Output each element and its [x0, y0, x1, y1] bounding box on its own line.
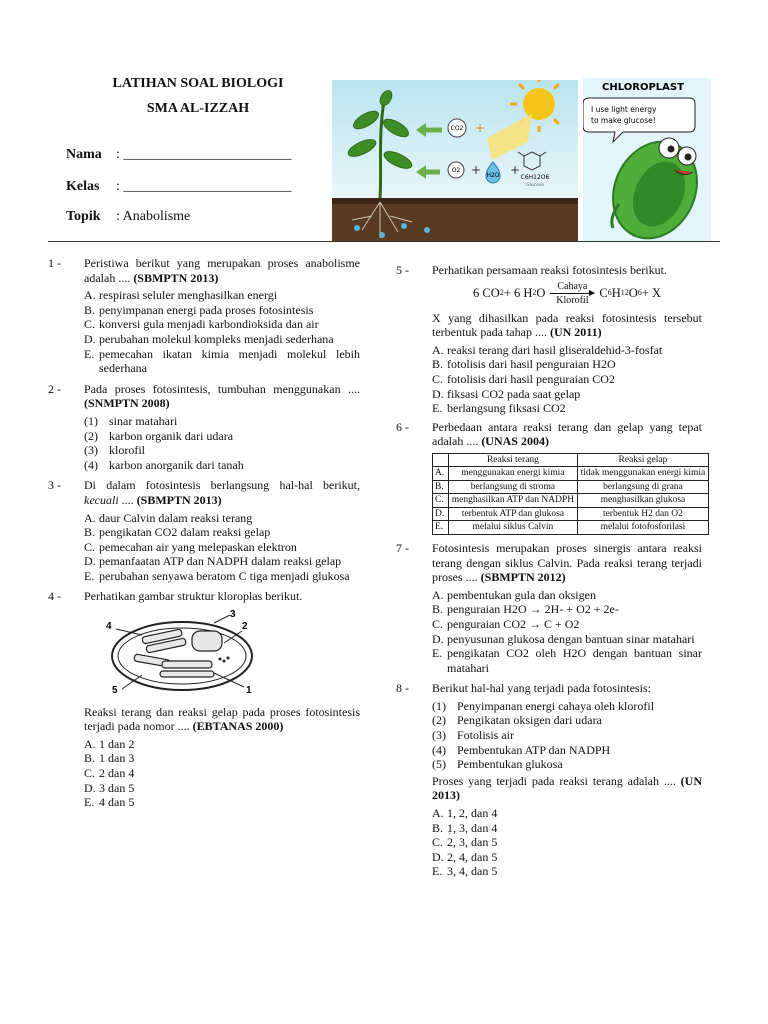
- option-text: 1 dan 3: [99, 751, 135, 766]
- option-text: 2, 4, dan 5: [447, 849, 498, 864]
- option-text: 3 dan 5: [99, 780, 135, 795]
- answer-option: [84, 525, 360, 540]
- table-row: E. melalui siklus Calvin melalui fotofosforilasi: [433, 521, 709, 535]
- option-text: 4 dan 5: [99, 795, 135, 810]
- option-text: 1, 3, dan 4: [447, 820, 498, 835]
- option-letter: E.: [432, 401, 443, 416]
- option-letter: (4): [432, 742, 446, 757]
- option-text: Pembentukan glukosa: [457, 757, 563, 772]
- option-letter: D.: [432, 849, 444, 864]
- photosynthesis-equation: 6 CO 2 + 6 H 2 O Cahaya Klorofil C 6 H 12 O 6 + X: [473, 280, 661, 306]
- question-7: 7 - Fotosintesis merupakan proses sinergis antara reaksi terang dengan siklus Calvin. Pada reaksi terang terjadi proses .... (SBMPTN 2012) A. pembentukan gula dan oksigen B. penguraian H2O → 2H- + O2 + 2e- C. penguraian CO2 → C + O2 D. penyusunan glukosa dengan bantuan sinar matahari E. pengikatan CO2 oleh H2O dengan bantuan sinar matahari: [396, 540, 702, 675]
- option-text: perubahan molekul kompleks menjadi sederhana: [99, 331, 334, 346]
- list-item: [432, 699, 702, 714]
- option-text: 2 dan 4: [99, 766, 135, 781]
- option-text: pemecahan ikatan kimia menjadi molekul lebih sederhana: [99, 346, 360, 376]
- option-letter: A.: [84, 736, 96, 751]
- option-text: pengikatan CO2 oleh H2O dengan bantuan sinar matahari: [447, 646, 702, 675]
- option-letter: A.: [432, 806, 444, 821]
- photosynthesis-illustration: [332, 80, 578, 241]
- option-letter: D.: [84, 780, 96, 795]
- answer-option: [84, 303, 360, 318]
- option-letter: (1): [84, 413, 98, 428]
- question-8: 8 - Berikut hal-hal yang terjadi pada fotosintesis: (1) Penyimpanan energi cahaya oleh klorofil (2) Pengikatan oksigen dari udara (3) Fotolisis air (4) Pembentukan ATP dan NADPH (5) Pembentukan glukosa Proses yang terjadi pada reaksi terang adalah .... (UN 2013) A. 1, 2, dan 4 B. 1, 3, dan 4 C. 2, 3, dan 5 D. 2, 4, dan 5 E. 3, 4, dan 5: [396, 681, 702, 879]
- option-letter: (2): [84, 428, 98, 443]
- option-letter: B.: [84, 302, 96, 317]
- question-2: 2 - Pada proses fotosintesis, tumbuhan menggunakan .... (SNMPTN 2008) (1) sinar matahari (2) karbon organik dari udara (3) klorofil (4) karbon anorganik dari tanah: [48, 381, 360, 472]
- option-letter: C.: [432, 371, 444, 386]
- option-letter: B.: [432, 602, 444, 617]
- topic-field: Topik : Anabolisme: [66, 209, 191, 224]
- option-text: fiksasi CO2 pada saat gelap: [447, 386, 581, 401]
- option-text: Fotolisis air: [457, 728, 515, 743]
- option-letter: (1): [432, 698, 446, 713]
- option-text: pembentukan gula dan oksigen: [447, 587, 596, 602]
- answer-option: [84, 540, 360, 555]
- option-text: sinar matahari: [109, 413, 178, 428]
- option-letter: A.: [84, 510, 96, 525]
- name-field: Nama : ________________________: [66, 147, 292, 162]
- table-row: D. terbentuk ATP dan glukosa terbentuk H2 dan O2: [433, 507, 709, 521]
- option-text: penyimpanan energi pada proses fotosintesis: [99, 302, 314, 317]
- option-letter: E.: [84, 346, 95, 361]
- class-field: Kelas : ________________________: [66, 179, 292, 194]
- answer-option: [84, 332, 360, 347]
- option-text: perubahan senyawa beratom C tiga menjadi glukosa: [99, 568, 350, 583]
- option-text: penyusunan glukosa dengan bantuan sinar matahari: [447, 631, 695, 646]
- svg-text:+: +: [471, 163, 482, 177]
- answer-option: [432, 850, 702, 865]
- option-text: pemanfaatan ATP dan NADPH dalam reaksi gelap: [99, 554, 342, 569]
- answer-option: [432, 646, 702, 675]
- option-letter: B.: [84, 751, 96, 766]
- question-6: 6 - Perbedaan antara reaksi terang dan gelap yang tepat adalah .... (UNAS 2004) Reaksi terang Reaksi gelap A. menggunakan energi kimia tidak menggunakan energi kimia B. berlangsung di stroma berlangsung di grana C. menghasilkan ATP dan NADPH menghasilkan glukosa D. terbentuk ATP dan glukosa terbentuk H2 dan O2 E. melalui siklus Calvin melalui fotofosforilasi: [396, 420, 702, 535]
- svg-text:3: 3: [230, 609, 236, 621]
- answer-option: [84, 347, 360, 376]
- option-letter: A.: [432, 342, 444, 357]
- answer-option: [432, 821, 702, 836]
- option-letter: (2): [432, 713, 446, 728]
- option-text: penguraian CO2 → C + O2: [447, 616, 580, 631]
- option-letter: B.: [432, 820, 444, 835]
- table-row: C. menghasilkan ATP dan NADPH menghasilkan glukosa: [433, 494, 709, 508]
- chloroplast-cartoon: [583, 78, 711, 241]
- answer-option: [432, 357, 702, 372]
- svg-text:O2: O2: [451, 167, 461, 174]
- answer-option: [432, 864, 702, 879]
- list-item: [84, 414, 360, 429]
- answer-option: [432, 632, 702, 647]
- svg-text:CO2: CO2: [450, 125, 464, 132]
- option-text: 1 dan 2: [99, 736, 135, 751]
- svg-text:5: 5: [112, 685, 118, 697]
- left-column: [48, 256, 360, 816]
- option-letter: A.: [84, 288, 96, 303]
- table-row: A. menggunakan energi kimia tidak menggunakan energi kimia: [433, 467, 709, 481]
- option-letter: (4): [84, 457, 98, 472]
- list-item: [432, 743, 702, 758]
- school-name: SMA AL-IZZAH: [146, 101, 250, 116]
- option-text: berlangsung fiksasi CO2: [447, 401, 566, 416]
- answer-option: [84, 751, 360, 766]
- option-text: 1, 2, dan 4: [447, 806, 498, 821]
- option-letter: C.: [432, 835, 444, 850]
- option-text: Penyimpanan energi cahaya oleh klorofil: [457, 698, 655, 713]
- table-header-row: Reaksi terang Reaksi gelap: [433, 453, 709, 467]
- svg-text:2: 2: [242, 621, 248, 633]
- question-4: 4 - Perhatikan gambar struktur kloroplas berikut. 4 2 3 1 5 Reaksi terang dan reaksi gelap pada proses fotosintesis terjadi pada nomor .... (EBTANAS 2000) A. 1 dan 2 B. 1 dan 3 C. 2 dan 4 D. 3 dan 5 E. 4 dan 5: [48, 589, 360, 810]
- answer-option: [432, 835, 702, 850]
- option-letter: D.: [432, 631, 444, 646]
- option-text: fotolisis dari hasil penguraian CO2: [447, 371, 615, 386]
- option-letter: D.: [84, 554, 96, 569]
- option-text: respirasi seluler menghasilkan energi: [99, 288, 278, 303]
- option-letter: E.: [432, 646, 443, 661]
- question-1: 1 - Peristiwa berikut yang merupakan proses anabolisme adalah .... (SBMPTN 2013) A. respirasi seluler menghasilkan energi B. penyimpanan energi pada proses fotosintesis C. konversi gula menjadi karbondioksida dan air D. perubahan molekul kompleks menjadi sederhana E. pemecahan ikatan kimia menjadi molekul lebih sederhana: [48, 256, 360, 376]
- option-text: reaksi terang dari hasil gliseraldehid-3-fosfat: [447, 342, 663, 357]
- option-text: konversi gula menjadi karbondioksida dan air: [99, 317, 319, 332]
- option-text: fotolisis dari hasil penguraian H2O: [447, 357, 616, 372]
- option-text: Pengikatan oksigen dari udara: [457, 713, 602, 728]
- answer-option: [84, 288, 360, 303]
- option-text: pemecahan air yang melepaskan elektron: [99, 539, 297, 554]
- answer-option: [84, 511, 360, 526]
- answer-option: [84, 781, 360, 796]
- option-text: karbon anorganik dari tanah: [109, 457, 244, 472]
- option-text: pengikatan CO2 dalam reaksi gelap: [99, 525, 271, 540]
- header-divider: [48, 241, 720, 242]
- svg-text:+: +: [510, 163, 521, 177]
- option-letter: B.: [84, 525, 96, 540]
- answer-option: [432, 343, 702, 358]
- option-letter: (5): [432, 757, 446, 772]
- option-letter: E.: [432, 864, 443, 879]
- answer-option: [432, 806, 702, 821]
- svg-text:1: 1: [246, 685, 252, 697]
- option-text: Pembentukan ATP dan NADPH: [457, 742, 611, 757]
- worksheet-title: LATIHAN SOAL BIOLOGI: [112, 76, 284, 91]
- answer-option: [84, 569, 360, 584]
- answer-option: [432, 401, 702, 416]
- list-item: [432, 757, 702, 772]
- answer-option: [84, 795, 360, 810]
- option-letter: E.: [84, 568, 95, 583]
- option-text: karbon organik dari udara: [109, 428, 234, 443]
- answer-option: [84, 317, 360, 332]
- option-letter: A.: [432, 587, 444, 602]
- option-letter: C.: [84, 539, 96, 554]
- answer-option: [432, 372, 702, 387]
- option-letter: C.: [84, 766, 96, 781]
- option-letter: C.: [432, 616, 444, 631]
- option-letter: D.: [84, 331, 96, 346]
- option-text: 2, 3, dan 5: [447, 835, 498, 850]
- list-item: [84, 458, 360, 473]
- list-item: [84, 429, 360, 444]
- right-column: [396, 263, 706, 885]
- option-letter: C.: [84, 317, 96, 332]
- option-letter: (3): [432, 728, 446, 743]
- option-letter: D.: [432, 386, 444, 401]
- svg-text:+: +: [475, 121, 486, 135]
- svg-text:Glucose: Glucose: [526, 183, 544, 188]
- comparison-table: [432, 453, 709, 535]
- chloroplast-structure-diagram: [102, 609, 272, 697]
- answer-option: [432, 387, 702, 402]
- table-row: B. berlangsung di stroma berlangsung di grana: [433, 480, 709, 494]
- list-item: [84, 443, 360, 458]
- option-text: penguraian H2O → 2H- + O2 + 2e-: [447, 602, 619, 617]
- svg-text:to make glucose!: to make glucose!: [591, 116, 656, 125]
- option-text: 3, 4, dan 5: [447, 864, 498, 879]
- svg-text:I use light energy: I use light energy: [591, 105, 657, 114]
- option-text: daur Calvin dalam reaksi terang: [99, 510, 253, 525]
- option-letter: E.: [84, 795, 95, 810]
- question-3: 3 - Di dalam fotosintesis berlangsung hal-hal berikut, kecuali .... (SBMPTN 2013) A. daur Calvin dalam reaksi terang B. pengikatan CO2 dalam reaksi gelap C. pemecahan air yang melepaskan elektron D. pemanfaatan ATP dan NADPH dalam reaksi gelap E. perubahan senyawa beratom C tiga menjadi glukosa: [48, 478, 360, 583]
- answer-option: [432, 617, 702, 632]
- option-letter: (3): [84, 443, 98, 458]
- list-item: [432, 728, 702, 743]
- svg-text:4: 4: [106, 621, 112, 633]
- question-5: 5 - Perhatikan persamaan reaksi fotosintesis berikut. 6 CO 2 + 6 H 2 O Cahaya Klorofil C 6 H 12 O 6 + X X yang dihasilkan pada reaksi fotosintesis tersebut terbentuk pada tahap .... (UN 2011) A. reaksi terang dari hasil gliseraldehid-3-fosfat B. fotolisis dari hasil penguraian H2O C. fotolisis dari hasil penguraian CO2 D. fiksasi CO2 pada saat gelap E. berlangsung fiksasi CO2: [396, 263, 702, 416]
- svg-text:C6H12O6: C6H12O6: [520, 174, 550, 181]
- svg-text:CHLOROPLAST: CHLOROPLAST: [602, 82, 684, 93]
- svg-text:H2O: H2O: [486, 172, 500, 179]
- option-text: klorofil: [109, 443, 145, 458]
- answer-option: [84, 737, 360, 752]
- answer-option: [84, 554, 360, 569]
- answer-option: [84, 766, 360, 781]
- answer-option: [432, 602, 702, 617]
- option-letter: B.: [432, 357, 444, 372]
- list-item: [432, 713, 702, 728]
- answer-option: [432, 588, 702, 603]
